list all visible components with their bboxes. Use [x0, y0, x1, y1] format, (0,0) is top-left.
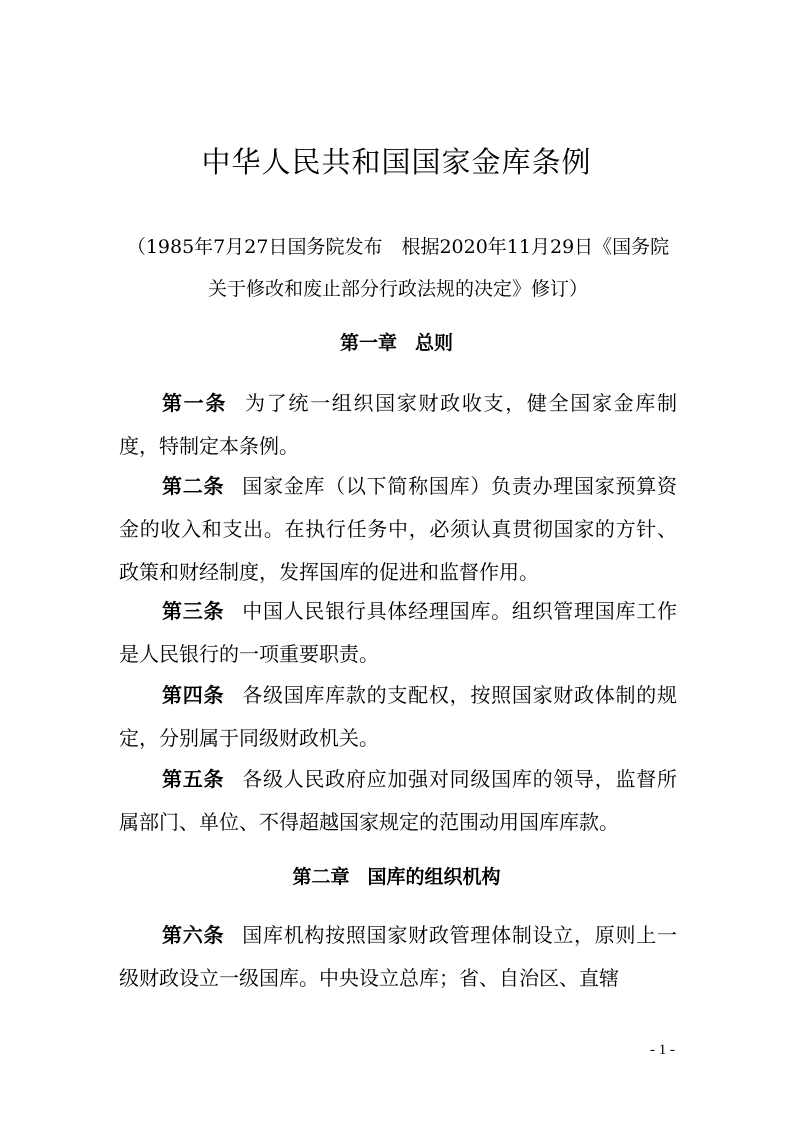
article-paragraph [119, 465, 677, 594]
chapter-number: 第一章 [339, 332, 397, 354]
article-label: 第一条 [162, 391, 228, 415]
chapter-heading [0, 862, 793, 889]
article-label: 第二条 [162, 474, 225, 498]
document-title: 中华人民共和国国家金库条例 [201, 145, 592, 179]
page-number: - 1 - [650, 1042, 675, 1058]
chapter-heading [0, 328, 793, 355]
article-label: 第三条 [162, 599, 225, 623]
article-paragraph [119, 590, 677, 676]
article-text: 各级人民政府应加强对同级国库的领导，监督所属部门、单位、不得超越国家规定的范围动用国库库款。 [119, 767, 678, 834]
article-paragraph [119, 914, 677, 1000]
article-paragraph [119, 382, 677, 468]
chapter-number: 第二章 [292, 866, 350, 888]
article-text: 国库机构按照国家财政管理体制设立，原则上一级财政设立一级国库。中央设立总库；省、自治区、直辖 [119, 923, 678, 990]
document-subtitle: （1985年7月27日国务院发布 根据2020年11月29日《国务院关于修改和废止部分行政法规的决定》修订） [126, 236, 670, 300]
article-paragraph [119, 674, 677, 760]
chapter-name: 总则 [415, 332, 454, 354]
article-text: 为了统一组织国家财政收支，健全国家金库制度，特制定本条例。 [119, 391, 678, 458]
article-label: 第四条 [162, 683, 225, 707]
article-text: 各级国库库款的支配权，按照国家财政体制的规定，分别属于同级财政机关。 [119, 683, 678, 750]
article-text: 国家金库（以下简称国库）负责办理国家预算资金的收入和支出。在执行任务中，必须认真贯彻国家的方针、政策和财经制度，发挥国库的促进和监督作用。 [119, 474, 678, 584]
article-text: 中国人民银行具体经理国库。组织管理国库工作是人民银行的一项重要职责。 [119, 599, 678, 666]
article-label: 第六条 [162, 923, 225, 947]
article-paragraph [119, 758, 677, 844]
chapter-name: 国库的组织机构 [367, 866, 501, 888]
article-label: 第五条 [162, 767, 225, 791]
